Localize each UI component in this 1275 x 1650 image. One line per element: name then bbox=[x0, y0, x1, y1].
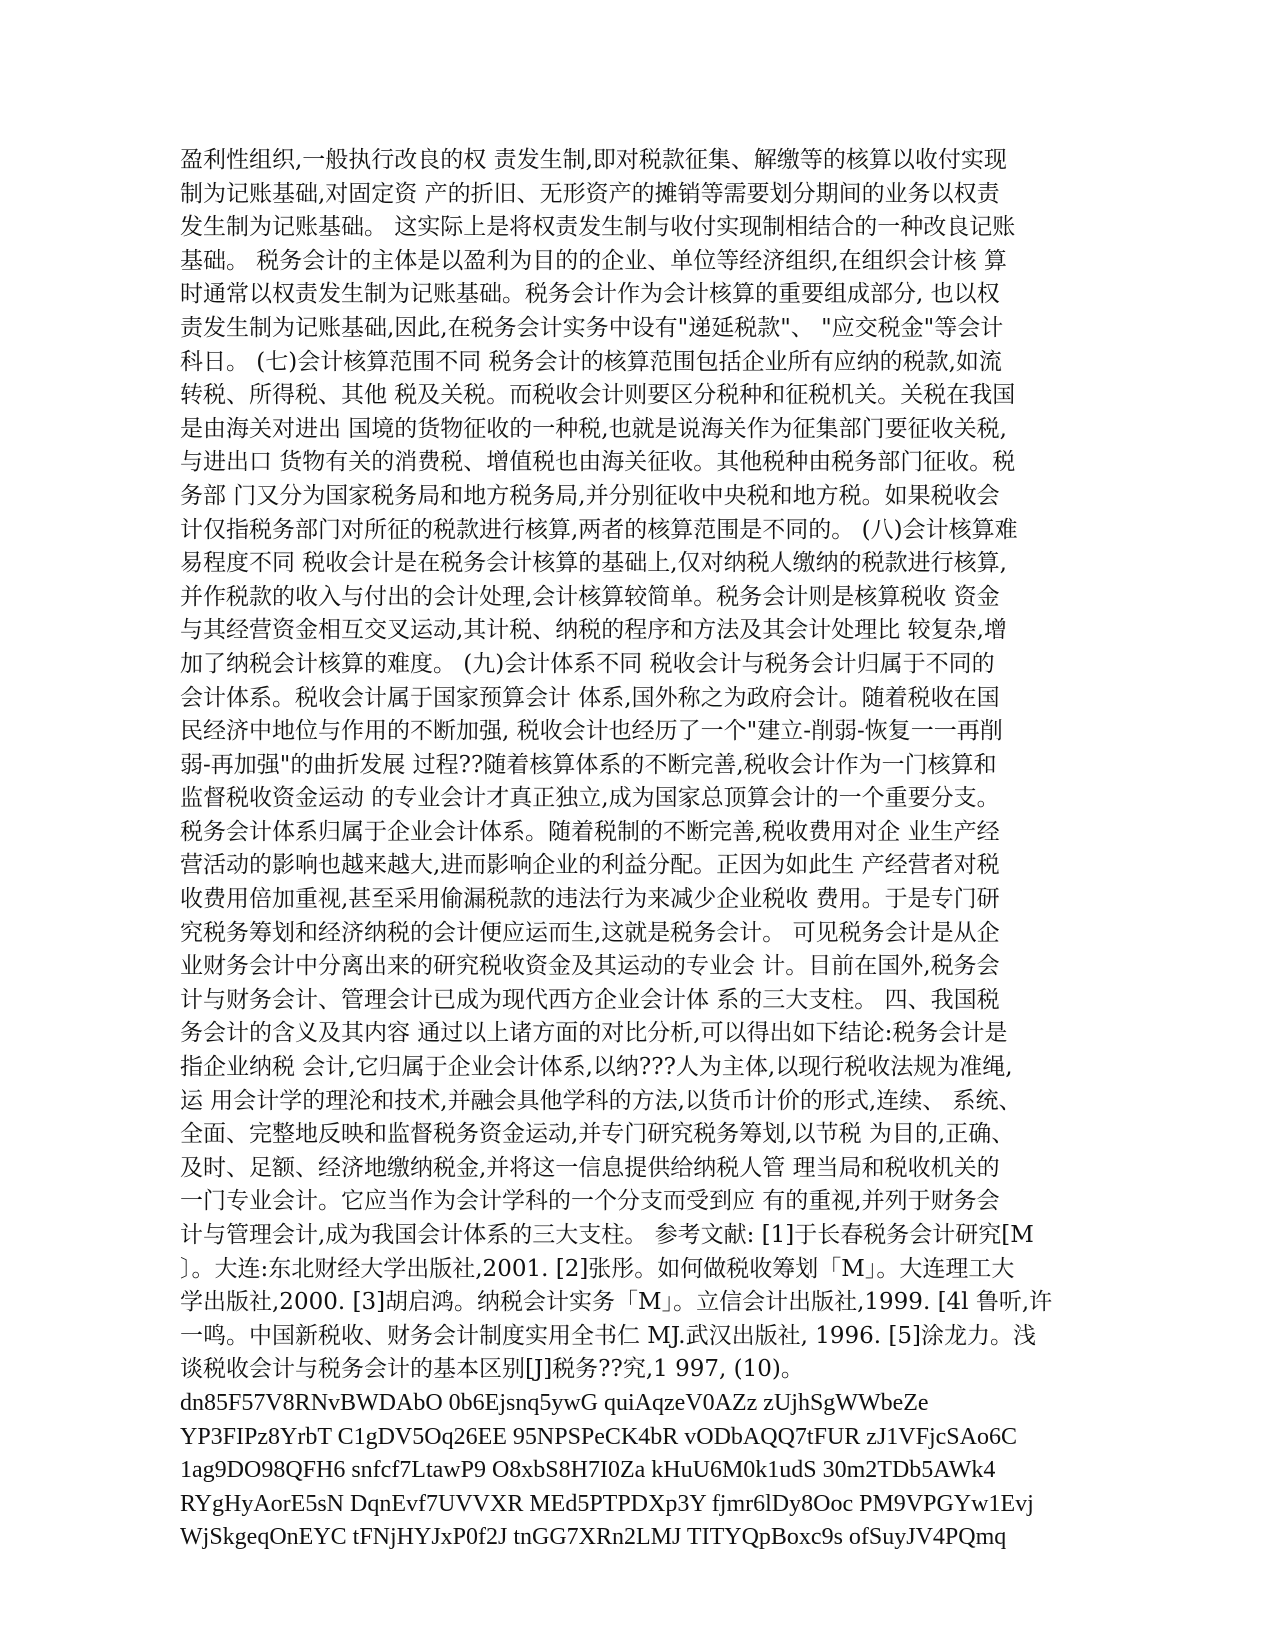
text-line: 〕。大连:东北财经大学出版社,2001. [2]张彤。如何做税收筹划「M」。大连理工大 bbox=[180, 1255, 1015, 1282]
text-line: 民经济中地位与作用的不断加强, 税收会计也经历了一个"建立-削弱-恢复一一再削 bbox=[180, 718, 1003, 745]
text-line: 计仅指税务部门对所征的税款进行核算,两者的核算范围是不同的。 (八)会计核算难 bbox=[180, 516, 1018, 543]
text-line: 责发生制为记账基础,因此,在税务会计实务中设有"递延税款"、 "应交税金"等会计 bbox=[180, 314, 1004, 341]
text-line: 计与管理会计,成为我国会计体系的三大支柱。 参考文献: [1]于长春税务会计研究[M bbox=[180, 1222, 1034, 1248]
text-line: 指企业纳税 会计,它归属于企业会计体系,以纳???人为主体,以现行税收法规为准绳, bbox=[180, 1054, 1013, 1081]
text-line: 业财务会计中分离出来的研究税收资金及其运动的专业会 计。目前在国外,税务会 bbox=[180, 953, 1000, 980]
text-line: 谈税收会计与税务会计的基本区别[J]税务??究,1 997, (10)。 bbox=[180, 1356, 804, 1383]
code-line: WjSkgeqOnEYC tFNjHYJxP0f2J tnGG7XRn2LMJ TITYQpBoxc9s ofSuyJV4PQmq bbox=[180, 1524, 1007, 1551]
code-line: 1ag9DO98QFH6 snfcf7LtawP9 O8xbS8H7I0Za kHuU6M0k1udS 30m2TDb5AWk4 bbox=[180, 1457, 996, 1484]
text-line: 发生制为记账基础。 这实际上是将权责发生制与收付实现制相结合的一种改良记账 bbox=[180, 214, 1016, 241]
document-page bbox=[180, 144, 1060, 1555]
text-line: 制为记账基础,对固定资 产的折旧、无形资产的摊销等需要划分期间的业务以权责 bbox=[180, 180, 1000, 207]
code-line: YP3FIPz8YrbT C1gDV5Oq26EE 95NPSPeCK4bR vODbAQQ7tFUR zJ1VFjcSAo6C bbox=[180, 1423, 1017, 1450]
text-line: 科日。 (七)会计核算范围不同 税务会计的核算范围包括企业所有应纳的税款,如流 bbox=[180, 348, 1002, 375]
text-line: 盈利性组织,一般执行改良的权 责发生制,即对税款征集、解缴等的核算以收付实现 bbox=[180, 147, 1007, 173]
text-line: 会计体系。税收会计属于国家预算会计 体系,国外称之为政府会计。随着税收在国 bbox=[180, 684, 1000, 711]
text-line: 务部 门又分为国家税务局和地方税务局,并分别征收中央税和地方税。如果税收会 bbox=[180, 482, 1000, 509]
text-line: 基础。 税务会计的主体是以盈利为目的的企业、单位等经济组织,在组织会计核 算 bbox=[180, 247, 1007, 274]
text-line: 是由海关对进出 国境的货物征收的一种税,也就是说海关作为征集部门要征收关税, bbox=[180, 415, 1007, 442]
text-line: 并作税款的收入与付出的会计处理,会计核算较简单。税务会计则是核算税收 资金 bbox=[180, 583, 1000, 610]
code-line: RYgHyAorE5sN DqnEvf7UVVXR MEd5PTPDXp3Y fjmr6lDy8Ooc PM9VPGYw1Evj bbox=[180, 1490, 1034, 1517]
text-line: 计与财务会计、管理会计已成为现代西方企业会计体 系的三大支柱。 四、我国税 bbox=[180, 986, 1000, 1013]
body-text bbox=[180, 144, 1060, 1387]
text-line: 究税务筹划和经济纳税的会计便应运而生,这就是税务会计。 可见税务会计是从企 bbox=[180, 919, 1000, 946]
text-line: 转税、所得税、其他 税及关税。而税收会计则要区分税种和征税机关。关税在我国 bbox=[180, 382, 1016, 409]
text-line: 监督税收资金运动 的专业会计才真正独立,成为国家总顶算会计的一个重要分支。 bbox=[180, 785, 1000, 812]
text-line: 运 用会计学的理沦和技术,并融会具他学科的方法,以货币计价的形式,连续、 系统、 bbox=[180, 1087, 1022, 1114]
text-line: 学出版社,2000. [3]胡启鸿。纳税会计实务「M」。立信会计出版社,1999. [4l 鲁听,许 bbox=[180, 1289, 1053, 1316]
random-code-block bbox=[180, 1387, 1060, 1555]
text-line: 弱-再加强"的曲折发展 过程??随着核算体系的不断完善,税收会计作为一门核算和 bbox=[180, 751, 997, 778]
text-line: 一鸣。中国新税收、财务会计制度实用全书仁 MJ.武汉出版社, 1996. [5]涂龙力。浅 bbox=[180, 1322, 1036, 1349]
text-line: 与进出口 货物有关的消费税、增值税也由海关征收。其他税种由税务部门征收。税 bbox=[180, 449, 1016, 476]
text-line: 收费用倍加重视,甚至采用偷漏税款的违法行为来减少企业税收 费用。于是专门研 bbox=[180, 886, 1000, 913]
text-line: 时通常以权责发生制为记账基础。税务会计作为会计核算的重要组成部分, 也以权 bbox=[180, 281, 1000, 308]
text-line: 与其经营资金相互交叉运动,其计税、纳税的程序和方法及其会计处理比 较复杂,增 bbox=[180, 617, 1007, 644]
text-line: 一门专业会计。它应当作为会计学科的一个分支而受到应 有的重视,并列于财务会 bbox=[180, 1188, 1000, 1215]
text-line: 加了纳税会计核算的难度。 (九)会计体系不同 税收会计与税务会计归属于不同的 bbox=[180, 650, 995, 677]
text-line: 易程度不同 税收会计是在税务会计核算的基础上,仅对纳税人缴纳的税款进行核算, bbox=[180, 550, 1007, 577]
text-line: 务会计的含义及其内容 通过以上诸方面的对比分析,可以得出如下结论:税务会计是 bbox=[180, 1020, 1008, 1047]
text-line: 税务会计体系归属于企业会计体系。随着税制的不断完善,税收费用对企 业生产经 bbox=[180, 818, 1000, 845]
text-line: 全面、完整地反映和监督税务资金运动,并专门研究税务筹划,以节税 为目的,正确、 bbox=[180, 1121, 1015, 1148]
text-line: 营活动的影响也越来越大,进而影响企业的利益分配。正因为如此生 产经营者对税 bbox=[180, 852, 1000, 879]
text-line: 及时、足额、经济地缴纳税金,并将这一信息提供给纳税人管 理当局和税收机关的 bbox=[180, 1154, 1000, 1181]
code-line: dn85F57V8RNvBWDAbO 0b6Ejsnq5ywG quiAqzeV0AZz zUjhSgWWbeZe bbox=[180, 1389, 929, 1416]
